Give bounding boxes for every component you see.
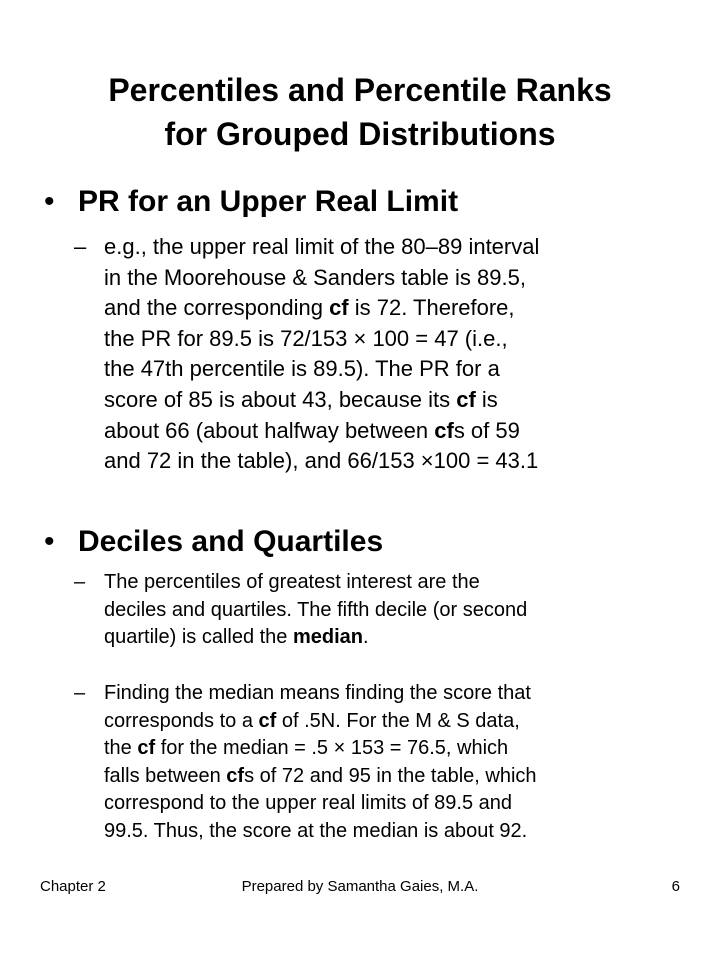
cf-term: cf	[258, 709, 277, 732]
sub-bullet-text	[104, 680, 704, 845]
text-line: in the Moorehouse & Sanders table is 89.5,	[104, 264, 526, 290]
title-line-2: for Grouped Distributions	[164, 116, 556, 152]
cf-term: cf	[137, 737, 156, 759]
text-line: 99.5. Thus, the score at the median is about 92.	[104, 819, 528, 842]
text-line: falls between	[104, 764, 227, 787]
sub-bullet-text	[104, 569, 704, 652]
slide-title	[40, 68, 680, 156]
text-line: e.g., the upper real limit of the 80–89 interval	[104, 234, 540, 259]
dash-glyph: –	[74, 682, 86, 704]
text-line: the 47th percentile is 89.5). The PR for a	[104, 356, 500, 382]
text-line: the	[104, 737, 138, 759]
dash-glyph: –	[74, 571, 86, 593]
text-line: corresponds to a	[104, 709, 259, 732]
text-line: s of 72 and 95 in the table, which	[244, 764, 537, 787]
cf-term: cf	[226, 764, 245, 787]
text-line: of .5N. For the M & S data,	[276, 709, 520, 732]
footer-page-number: 6	[671, 878, 680, 895]
bullet-glyph: •	[44, 185, 55, 218]
text-line: about 66 (about halfway between	[104, 417, 435, 443]
text-line: and the corresponding	[104, 295, 330, 321]
text-line: deciles and quartiles. The fifth decile (or second	[104, 598, 528, 621]
text-line: for the median = .5 × 153 = 76.5, which	[155, 737, 509, 759]
text-line: the PR for 89.5 is 72/153 × 100 = 47 (i.e.,	[104, 325, 508, 351]
sub-bullet-text	[104, 232, 704, 477]
median-term: median	[292, 626, 364, 648]
dash-glyph: –	[74, 234, 87, 259]
title-line-1: Percentiles and Percentile Ranks	[108, 72, 612, 108]
bullet-heading: Deciles and Quartiles	[78, 525, 384, 558]
text-line: correspond to the upper real limits of 89.5 and	[104, 792, 513, 814]
text-line: s of 59	[453, 417, 520, 443]
bullet-heading: PR for an Upper Real Limit	[78, 185, 459, 218]
text-line: is 72. Therefore,	[348, 295, 515, 321]
footer-chapter: Chapter 2	[40, 878, 106, 895]
cf-term: cf	[434, 417, 454, 443]
text-line: Finding the median means finding the score that	[104, 682, 531, 704]
text-line: and 72 in the table), and 66/153 ×100 = 43.1	[104, 448, 539, 474]
footer-author: Prepared by Samantha Gaies, M.A.	[241, 878, 479, 895]
text-line: is	[475, 386, 498, 412]
cf-term: cf	[329, 295, 349, 321]
text-line: score of 85 is about 43, because its	[104, 386, 457, 412]
text-line: quartile) is called the	[104, 626, 293, 648]
cf-term: cf	[456, 386, 476, 412]
bullet-glyph: •	[44, 525, 55, 558]
text-line: The percentiles of greatest interest are the	[104, 571, 480, 593]
text-line: .	[363, 626, 369, 648]
